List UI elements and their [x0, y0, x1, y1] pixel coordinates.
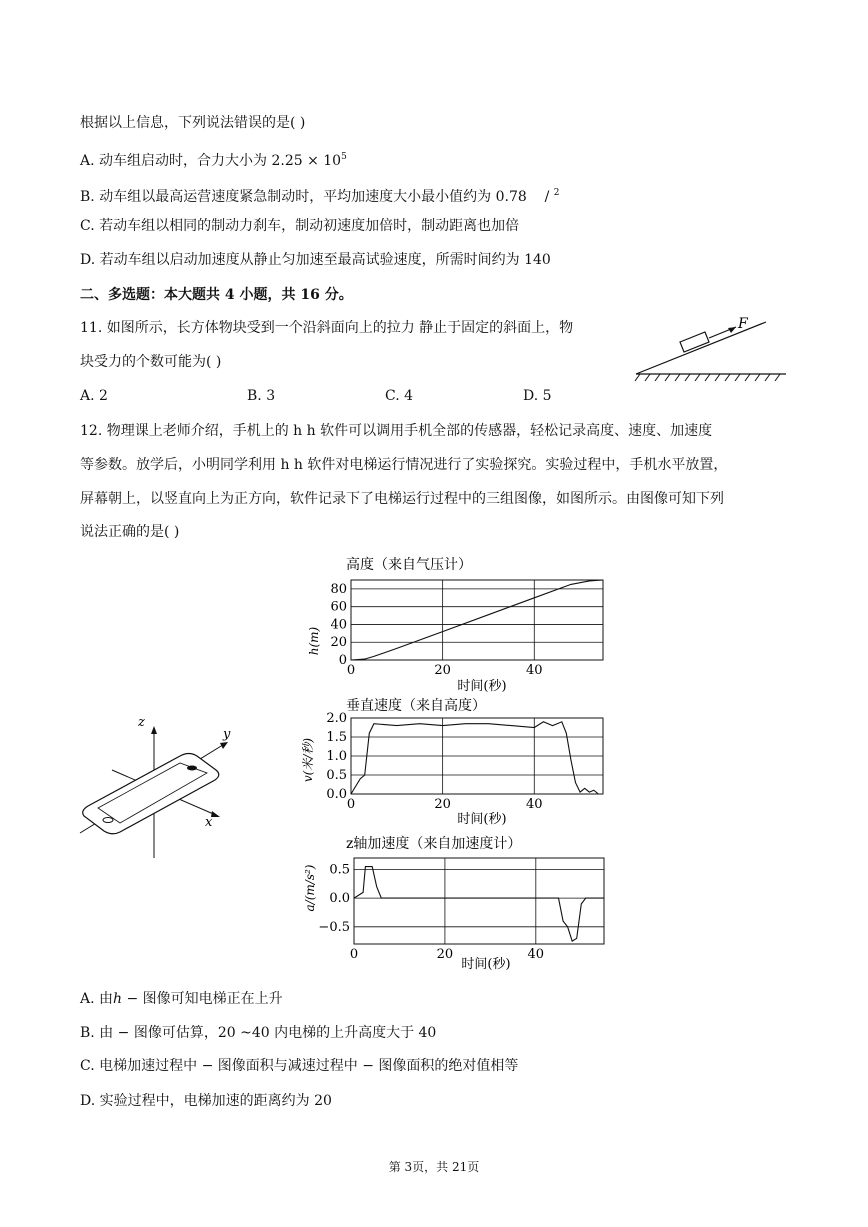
x-tick-label: 20 — [434, 797, 451, 812]
q10-option-d: D. 若动车组以启动加速度从静止匀加速至最高试验速度，所需时间约为 140 — [80, 252, 551, 268]
page-footer: 第 3页，共 21页 — [388, 1160, 480, 1174]
x-tick-label: 0 — [349, 947, 359, 962]
phone-body — [83, 754, 219, 834]
y-axis-label: y — [223, 727, 231, 742]
x-tick-label: 0 — [346, 663, 356, 678]
q10-option-b — [80, 183, 560, 207]
x-tick-label: 0 — [346, 797, 356, 812]
y-tick-label: 1.0 — [326, 749, 347, 764]
q12-option-c: C. 电梯加速过程中 − 图像面积与减速过程中 − 图像面积的绝对值相等 — [80, 1058, 519, 1074]
q10-option-a-exp: 5 — [341, 152, 347, 162]
y-axis-title: v(米/秒) — [301, 737, 315, 783]
x-axis-label: x — [205, 815, 213, 830]
z-axis-label: z — [138, 715, 145, 730]
q12-option-d: D. 实验过程中，电梯加速的距离约为 20 — [80, 1093, 332, 1109]
q11-option-b: B. 3 — [247, 388, 276, 404]
y-tick-label: 60 — [330, 599, 347, 615]
series-line — [351, 722, 598, 794]
q10-option-a-text: A. 动车组启动时，合力大小为 — [80, 153, 268, 169]
q11-stem-line1: 11. 如图所示，长方体物块受到一个沿斜面向上的拉力 静止于固定的斜面上，物 — [80, 320, 574, 336]
x-tick-label: 40 — [527, 947, 545, 962]
q12-stem-line4: 说法正确的是( ) — [80, 524, 180, 540]
incline-figure — [628, 312, 788, 384]
z-axis-arrowhead — [151, 726, 157, 734]
q11-option-d: D. 5 — [523, 388, 552, 404]
q12-stem-line1: 12. 物理课上老师介绍，手机上的 h h 软件可以调用手机全部的传感器，轻松记录高度、速度、加速度 — [80, 423, 713, 439]
y-tick-label: −0.5 — [318, 919, 350, 935]
y-tick-label: 1.5 — [326, 730, 347, 745]
x-tick-label: 40 — [525, 663, 543, 678]
q10-option-b-unit: / — [544, 189, 550, 205]
q11-option-c: C. 4 — [385, 388, 414, 404]
x-axis-title: 时间(秒) — [457, 812, 507, 827]
q12-stem-line3: 屏幕朝上，以竖直向上为正方向，软件记录下了电梯运行过程中的三组图像，如图所示。由图像可知下列 — [80, 491, 724, 507]
ground-hatching — [635, 374, 780, 381]
q10-option-b-text: B. 动车组以最高运营速度紧急制动时，平均加速度大小最小值约为 0.78 — [80, 189, 527, 205]
q10-option-a-value: 2.25 × 10 — [271, 153, 342, 169]
phone-camera — [187, 766, 197, 771]
y-tick-label: 20 — [330, 635, 347, 651]
chart-title: 高度（来自气压计） — [346, 557, 472, 573]
chart-title: z轴加速度（来自加速度计） — [346, 836, 522, 852]
q10-option-b-exp: 2 — [553, 188, 560, 198]
x-axis-title: 时间(秒) — [461, 957, 511, 972]
force-arrowhead — [728, 327, 736, 333]
velocity-chart — [296, 690, 616, 830]
phone-figure — [76, 710, 246, 862]
q12-stem-line2: 等参数。放学后，小明同学利用 h h 软件对电梯运行情况进行了实验探究。实验过程中，手机水平放置， — [80, 457, 728, 473]
q10-option-a — [80, 147, 347, 171]
y-axis-title: h(m) — [307, 626, 321, 656]
x-tick-label: 20 — [436, 947, 454, 962]
x-axis-title: 时间(秒) — [457, 679, 507, 694]
series-line — [351, 580, 603, 660]
q10-option-c: C. 若动车组以相同的制动力刹车，制动初速度加倍时，制动距离也加倍 — [80, 218, 520, 234]
section-heading: 二、多选题：本大题共 4 小题，共 16 分。 — [80, 287, 353, 303]
q11-stem-line2: 块受力的个数可能为( ) — [80, 354, 222, 370]
force-label: F — [738, 316, 748, 332]
chart-title: 垂直速度（来自高度） — [346, 698, 486, 714]
q12-option-a: A. 由ℎ − 图像可知电梯正在上升 — [80, 991, 283, 1007]
q11-options — [80, 386, 640, 406]
y-tick-label: 0.0 — [326, 787, 347, 802]
y-tick-label: 0 — [338, 653, 347, 668]
y-axis-title: a/(m/s²) — [303, 864, 317, 912]
x-axis-arrowhead — [211, 811, 220, 817]
y-tick-label: 0.5 — [329, 862, 350, 878]
acceleration-chart — [296, 828, 616, 976]
plot-frame — [351, 580, 603, 660]
plot-frame — [354, 858, 604, 944]
x-tick-label: 20 — [434, 663, 451, 678]
y-tick-label: 40 — [330, 617, 347, 633]
intro-text: 根据以上信息，下列说法错误的是( ) — [80, 115, 306, 131]
y-tick-label: 0.5 — [326, 768, 347, 783]
y-tick-label: 2.0 — [326, 711, 347, 726]
height-chart — [296, 548, 616, 698]
q11-option-a: A. 2 — [80, 388, 108, 404]
x-tick-label: 40 — [525, 797, 543, 812]
q12-option-b: B. 由 − 图像可估算，20 ~40 内电梯的上升高度大于 40 — [80, 1025, 437, 1041]
series-line — [354, 867, 604, 942]
block — [680, 332, 709, 352]
y-tick-label: 0.0 — [329, 891, 350, 907]
y-tick-label: 80 — [330, 581, 347, 597]
